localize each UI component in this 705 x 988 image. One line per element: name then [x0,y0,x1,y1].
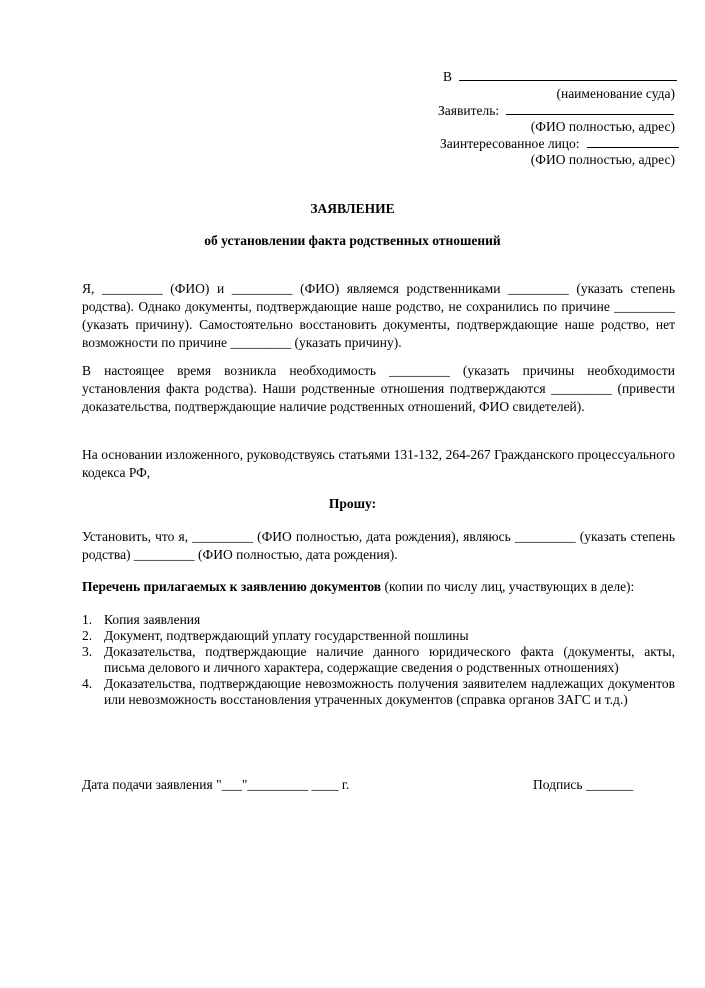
interested-line [440,135,679,152]
list-item-number: 1. [82,612,93,627]
applicant-line [438,102,674,119]
document-subtitle: об установлении факта родственных отношений [204,233,501,248]
applicant-label: Заявитель: [438,103,500,118]
list-item [82,644,675,676]
list-item-text: Документ, подтверждающий уплату государственной пошлины [104,628,469,643]
applicant-hint: (ФИО полностью, адрес) [530,119,675,134]
list-item-number: 2. [82,628,93,643]
document-title: ЗАЯВЛЕНИЕ [310,201,395,216]
submission-date: Дата подачи заявления "___"_________ ____ г. [82,777,350,792]
list-item-number: 4. [82,676,93,691]
court-blank [459,68,677,81]
list-item [82,612,675,628]
interested-label: Заинтересованное лицо: [440,136,580,151]
list-item-text: Доказательства, подтверждающие невозможность получения заявителем надлежащих документов или невозможность восстановления утраченных документов (справка органов ЗАГС и т.д.) [104,676,675,707]
list-item-text: Копия заявления [104,612,201,627]
attachments-heading-rest: (копии по числу лиц, участвующих в деле): [381,579,635,594]
list-item-number: 3. [82,644,93,659]
interested-blank [587,135,679,148]
list-item [82,628,675,644]
paragraph-request: Установить, что я, _________ (ФИО полностью, дата рождения), являюсь _________ (указать степень родства) _________ (ФИО полностью, дата рождения). [82,529,675,562]
request-heading: Прошу: [328,496,377,511]
list-item-text: Доказательства, подтверждающие наличие данного юридического факта (документы, акты, письма делового и личного характера, содержащие сведения о родственных отношениях) [104,644,675,675]
attachments-heading-bold: Перечень прилагаемых к заявлению документов [82,579,382,594]
attachments-list [82,612,675,708]
court-prefix: В [443,69,453,84]
paragraph-legal-basis: На основании изложенного, руководствуясь статьями 131-132, 264-267 Гражданского процессуального кодекса РФ, [82,447,675,480]
signature-line: Подпись _______ [533,777,634,792]
paragraph-necessity: В настоящее время возникла необходимость _________ (указать причины необходимости установления факта родства). Наши родственные отношения подтверждаются _________ (привести доказательства, подтверждающие наличие родственных отношений, ФИО свидетелей). [82,363,675,414]
paragraph-relation: Я, _________ (ФИО) и _________ (ФИО) являемся родственниками _________ (указать степень родства). Однако документы, подтверждающие наше родство, не сохранились по причине _________ (указать причину). Самостоятельно восстановить документы, подтверждающие наше родство, нет возможности по причине _________ (указать причину). [82,281,675,350]
attachments-heading [82,579,634,595]
court-line [443,68,677,85]
list-item [82,676,675,708]
interested-hint: (ФИО полностью, адрес) [530,152,675,167]
applicant-blank [506,102,674,115]
court-hint: (наименование суда) [556,86,675,101]
